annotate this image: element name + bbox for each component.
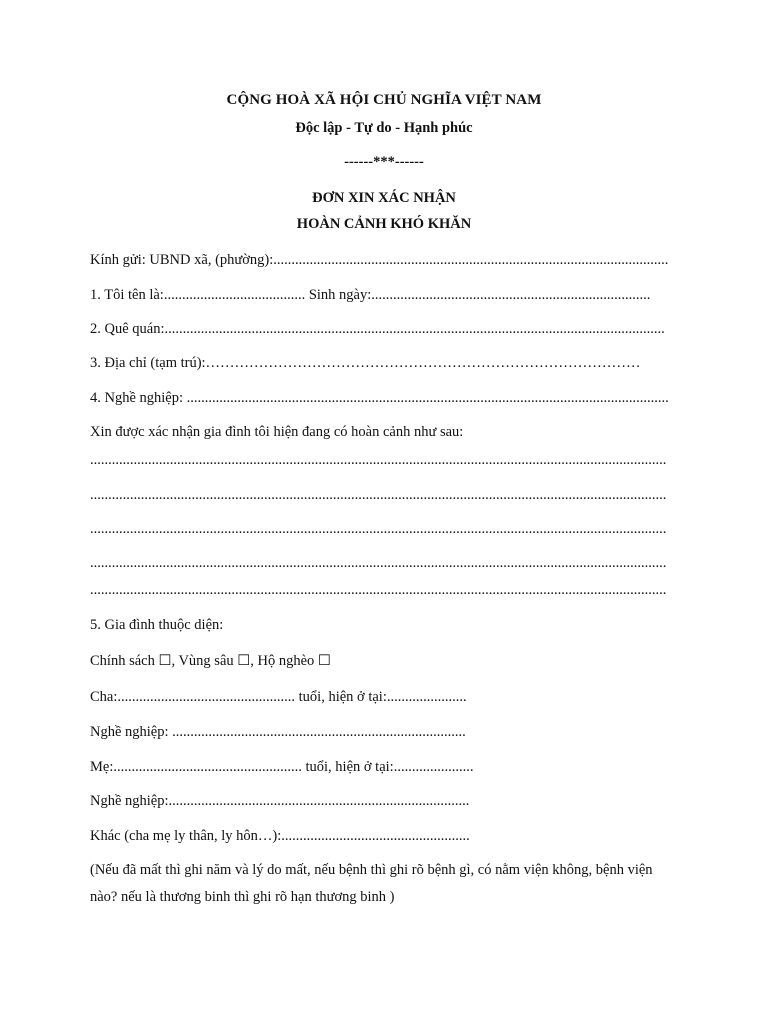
hometown-line: 2. Quê quán:.......................................................................................................................................... xyxy=(90,321,665,337)
motto: Độc lập - Tự do - Hạnh phúc xyxy=(295,120,473,136)
note-line-1: (Nếu đã mất thì ghi năm và lý do mất, nếu bệnh thì ghi rõ bệnh gì, có nằm viện không, bệnh viện xyxy=(90,862,653,878)
name-line: 1. Tôi tên là:....................................... Sinh ngày:............................................................................. xyxy=(90,287,651,303)
category-checkboxes: Chính sách ☐, Vùng sâu ☐, Hộ nghèo ☐ xyxy=(90,653,331,669)
occupation-line: 4. Nghề nghiệp: ..................................................................................................................................... xyxy=(90,390,669,406)
mother-occupation-line: Nghề nghiệp:................................................................................... xyxy=(90,793,470,809)
request-line: Xin được xác nhận gia đình tôi hiện đang có hoàn cảnh như sau: xyxy=(90,424,464,440)
country-heading: CỘNG HOÀ XÃ HỘI CHỦ NGHĨA VIỆT NAM xyxy=(226,92,542,108)
note-line-2: nào? nếu là thương binh thì ghi rõ hạn thương binh ) xyxy=(90,889,395,905)
separator: ------***------ xyxy=(344,154,424,170)
form-title-line-1: ĐƠN XIN XÁC NHẬN xyxy=(312,190,456,206)
family-category-label: 5. Gia đình thuộc diện: xyxy=(90,617,224,633)
blank-line-3: ............................................................................................................................................................... xyxy=(90,521,667,537)
other-line: Khác (cha mẹ ly thân, ly hôn…):.................................................... xyxy=(90,828,470,844)
blank-line-5: ............................................................................................................................................................... xyxy=(90,582,667,598)
mother-line: Mẹ:.................................................... tuổi, hiện ở tại:...................... xyxy=(90,759,474,775)
father-occupation-line: Nghề nghiệp: ................................................................................. xyxy=(90,724,466,740)
blank-line-4: ............................................................................................................................................................... xyxy=(90,555,667,571)
recipient-line: Kính gửi: UBND xã, (phường):............................................................................................................. xyxy=(90,252,669,268)
father-line: Cha:................................................. tuổi, hiện ở tại:...................... xyxy=(90,689,467,705)
blank-line-2: ............................................................................................................................................................... xyxy=(90,487,667,503)
blank-line-1: ............................................................................................................................................................... xyxy=(90,452,667,468)
form-title-line-2: HOÀN CẢNH KHÓ KHĂN xyxy=(296,216,472,232)
address-line: 3. Địa chỉ (tạm trú):……………………………………………………………………………… xyxy=(90,355,641,371)
